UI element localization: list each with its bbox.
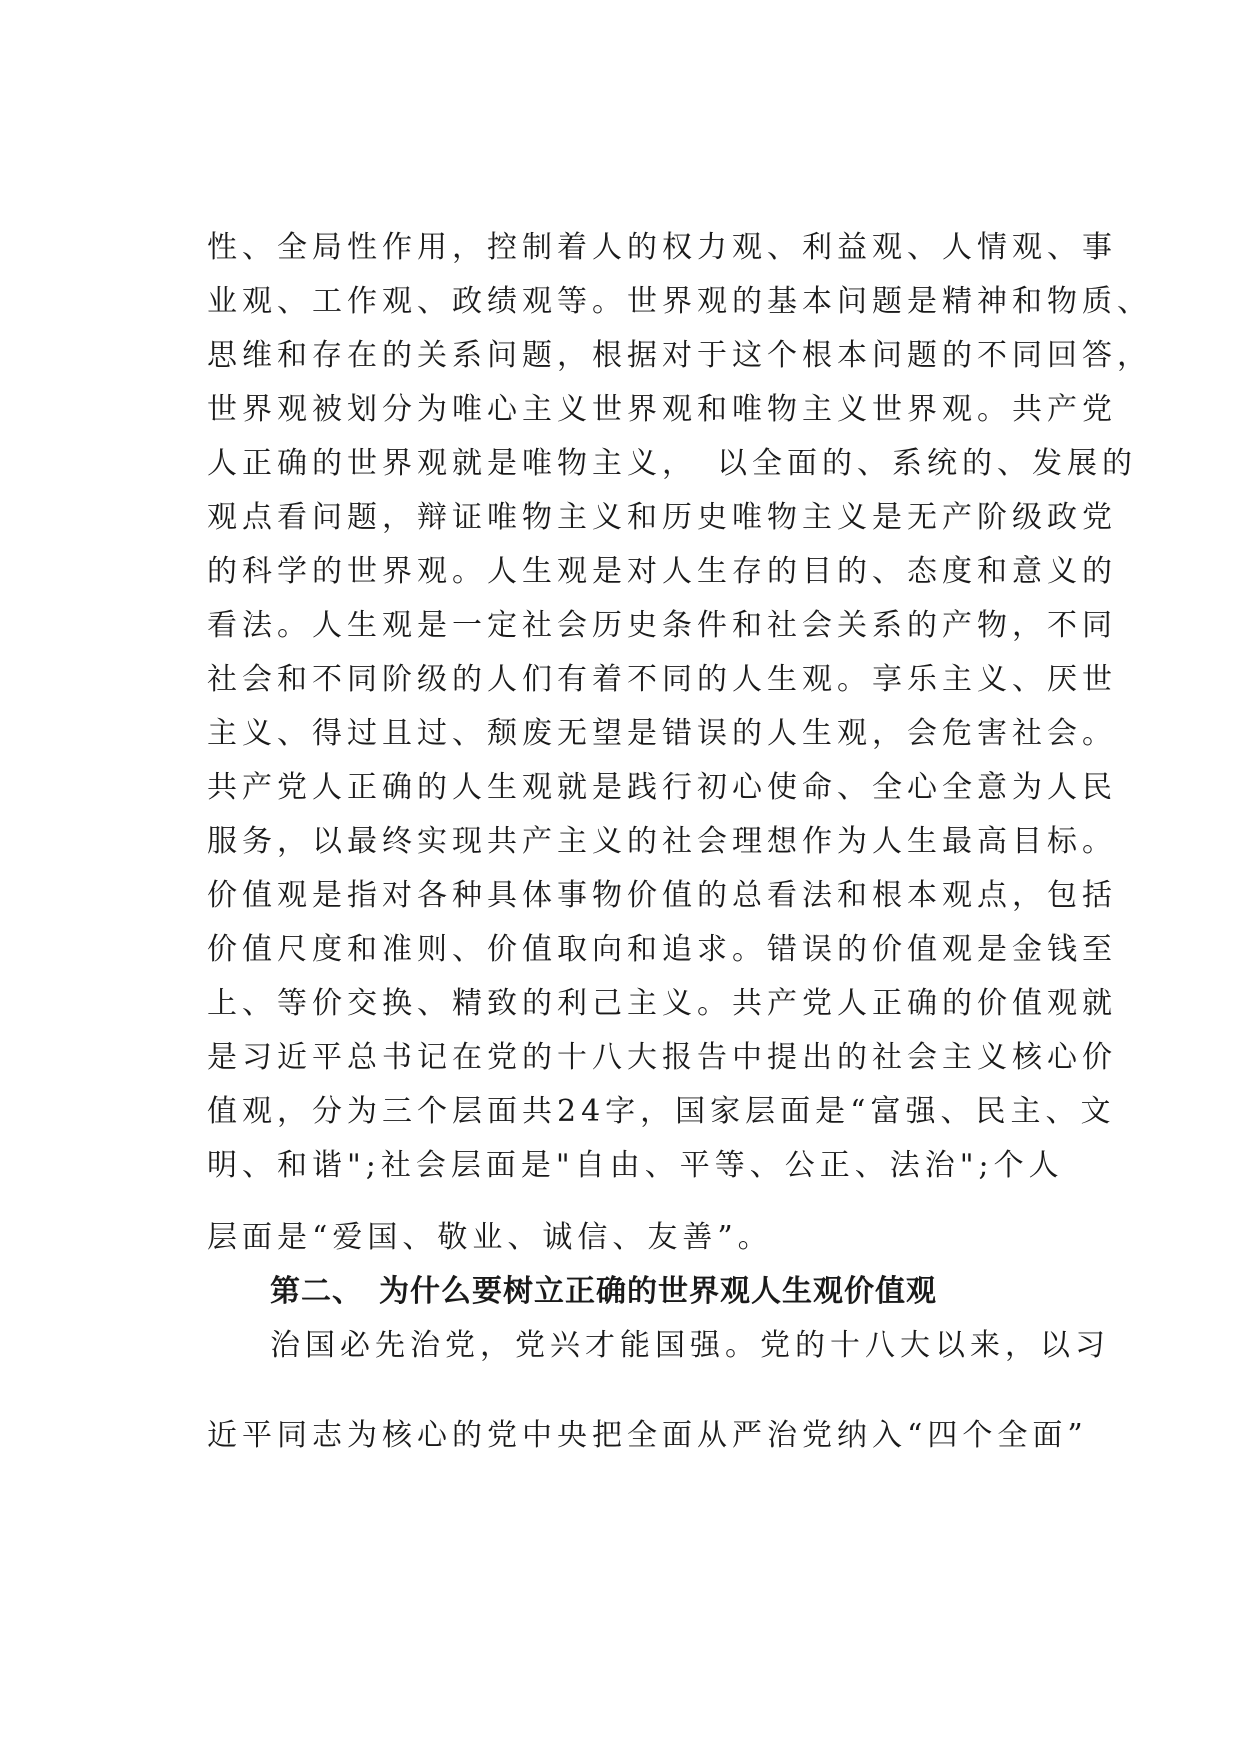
body-line-14: 价值尺度和准则、价值取向和追求。错误的价值观是金钱至 [207, 932, 1117, 967]
body-line-1: 性、全局性作用，控制着人的权力观、利益观、人情观、事 [207, 230, 1117, 265]
body-line-11: 共产党人正确的人生观就是践行初心使命、全心全意为人民 [207, 770, 1117, 805]
body-line-19: 层面是“爱国、敬业、诚信、友善”。 [207, 1220, 773, 1255]
body-line-18: 明、和谐";社会层面是"自由、平等、公正、法治";个人 [207, 1148, 1064, 1183]
body-line-10: 主义、得过且过、颓废无望是错误的人生观，会危害社会。 [207, 716, 1117, 751]
body-line-9: 社会和不同阶级的人们有着不同的人生观。享乐主义、厌世 [207, 662, 1117, 697]
body-line-7: 的科学的世界观。人生观是对人生存的目的、态度和意义的 [207, 554, 1117, 589]
body-line-5: 人正确的世界观就是唯物主义， 以全面的、系统的、发展的 [207, 446, 1137, 481]
body-line-2: 业观、工作观、政绩观等。世界观的基本问题是精神和物质、 [207, 284, 1152, 319]
body-line-13: 价值观是指对各种具体事物价值的总看法和根本观点，包括 [207, 878, 1117, 913]
body-line-16: 是习近平总书记在党的十八大报告中提出的社会主义核心价 [207, 1040, 1117, 1075]
body-line-15: 上、等价交换、精致的利己主义。共产党人正确的价值观就 [207, 986, 1117, 1021]
body-line-6: 观点看问题，辩证唯物主义和历史唯物主义是无产阶级政党 [207, 500, 1117, 535]
paragraph-2-line-2: 近平同志为核心的党中央把全面从严治党纳入“四个全面” [207, 1418, 1088, 1453]
section-heading: 第二、 为什么要树立正确的世界观人生观价值观 [270, 1274, 937, 1309]
body-line-12: 服务，以最终实现共产主义的社会理想作为人生最高目标。 [207, 824, 1117, 859]
paragraph-2-line-1: 治国必先治党，党兴才能国强。党的十八大以来，以习 [270, 1328, 1110, 1363]
body-line-4: 世界观被划分为唯心主义世界观和唯物主义世界观。共产党 [207, 392, 1117, 427]
body-line-3: 思维和存在的关系问题，根据对于这个根本问题的不同回答， [207, 338, 1152, 373]
body-line-8: 看法。人生观是一定社会历史条件和社会关系的产物，不同 [207, 608, 1117, 643]
body-line-17: 值观，分为三个层面共24字，国家层面是“富强、民主、文 [207, 1094, 1116, 1129]
